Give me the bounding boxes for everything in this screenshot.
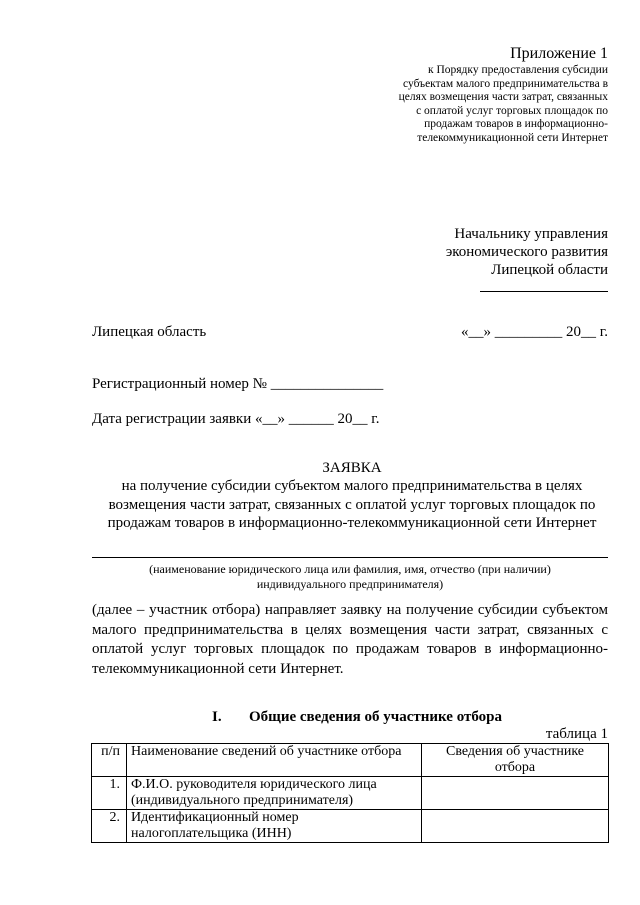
row-name: Ф.И.О. руководителя юридического лица (индивидуального предпринимателя) [127,777,422,810]
subtitle-line: продажам товаров в информационно-телекоммуникационной сети Интернет [107,515,597,531]
row-name: Идентификационный номер налогоплательщика (ИНН) [127,810,422,843]
registration-number[interactable]: Регистрационный номер № _______________ [92,376,384,392]
caption-line: индивидуального предпринимателя) [256,577,444,591]
table-caption: таблица 1 [545,726,608,742]
addressee-name-field[interactable] [480,279,608,292]
appendix-description [348,64,608,145]
caption-line: (наименование юридического лица или фамилия, имя, отчество (при наличии) [149,562,551,576]
participant-info-table [91,743,609,843]
row-number: 2. [92,810,127,843]
table-row [92,810,609,843]
place-date-row [92,324,608,341]
row-number: 1. [92,777,127,810]
document-title: ЗАЯВКА [322,460,382,476]
place-label: Липецкая область [92,324,207,340]
section-number: I. [212,709,222,725]
applicant-name-field[interactable] [92,557,608,558]
date-field[interactable]: «__» _________ 20__ г. [461,324,608,340]
subtitle-line: возмещения части затрат, связанных с оплатой услуг торговых площадок по [108,496,596,513]
appendix-line: субъектам малого предпринимательства в [403,77,608,90]
addressee-line: Липецкой области [491,262,608,278]
addressee-block [446,225,608,292]
row-value-field[interactable] [422,810,609,843]
section-title: Общие сведения об участнике отбора [249,709,503,725]
appendix-line: продажам товаров в информационно- [424,118,608,130]
table-header-row [92,744,609,777]
document-subtitle [86,477,618,533]
addressee-line: Начальнику управления [454,226,608,242]
applicant-name-caption [110,562,590,592]
row-value-field[interactable] [422,777,609,810]
subtitle-line: на получение субсидии субъектом малого предпринимательства в целях [121,478,583,494]
appendix-line: телекоммуникационной сети Интернет [417,131,608,144]
table-row [92,777,609,810]
addressee-line: экономического развития [445,244,608,260]
header-cell-info: Сведения об участнике отбора [422,744,609,777]
header-cell-name: Наименование сведений об участнике отбора [127,744,422,777]
appendix-line: целях возмещения части затрат, связанных [398,91,608,103]
appendix-line: к Порядку предоставления субсидии [428,64,608,76]
appendix-block [348,44,608,145]
appendix-line: с оплатой услуг торговых площадок по [416,104,608,117]
appendix-title: Приложение 1 [510,45,608,62]
header-cell-number: п/п [92,744,127,777]
registration-date[interactable]: Дата регистрации заявки «__» ______ 20__ г. [92,411,380,427]
application-paragraph: (далее – участник отбора) направляет заявку на получение субсидии субъектом малого предпринимательства в целях возмещения части затрат, связанных с оплатой услуг торговых площадок по продажам товаров в информационно-телекоммуникационной сети Интернет. [92,602,608,677]
